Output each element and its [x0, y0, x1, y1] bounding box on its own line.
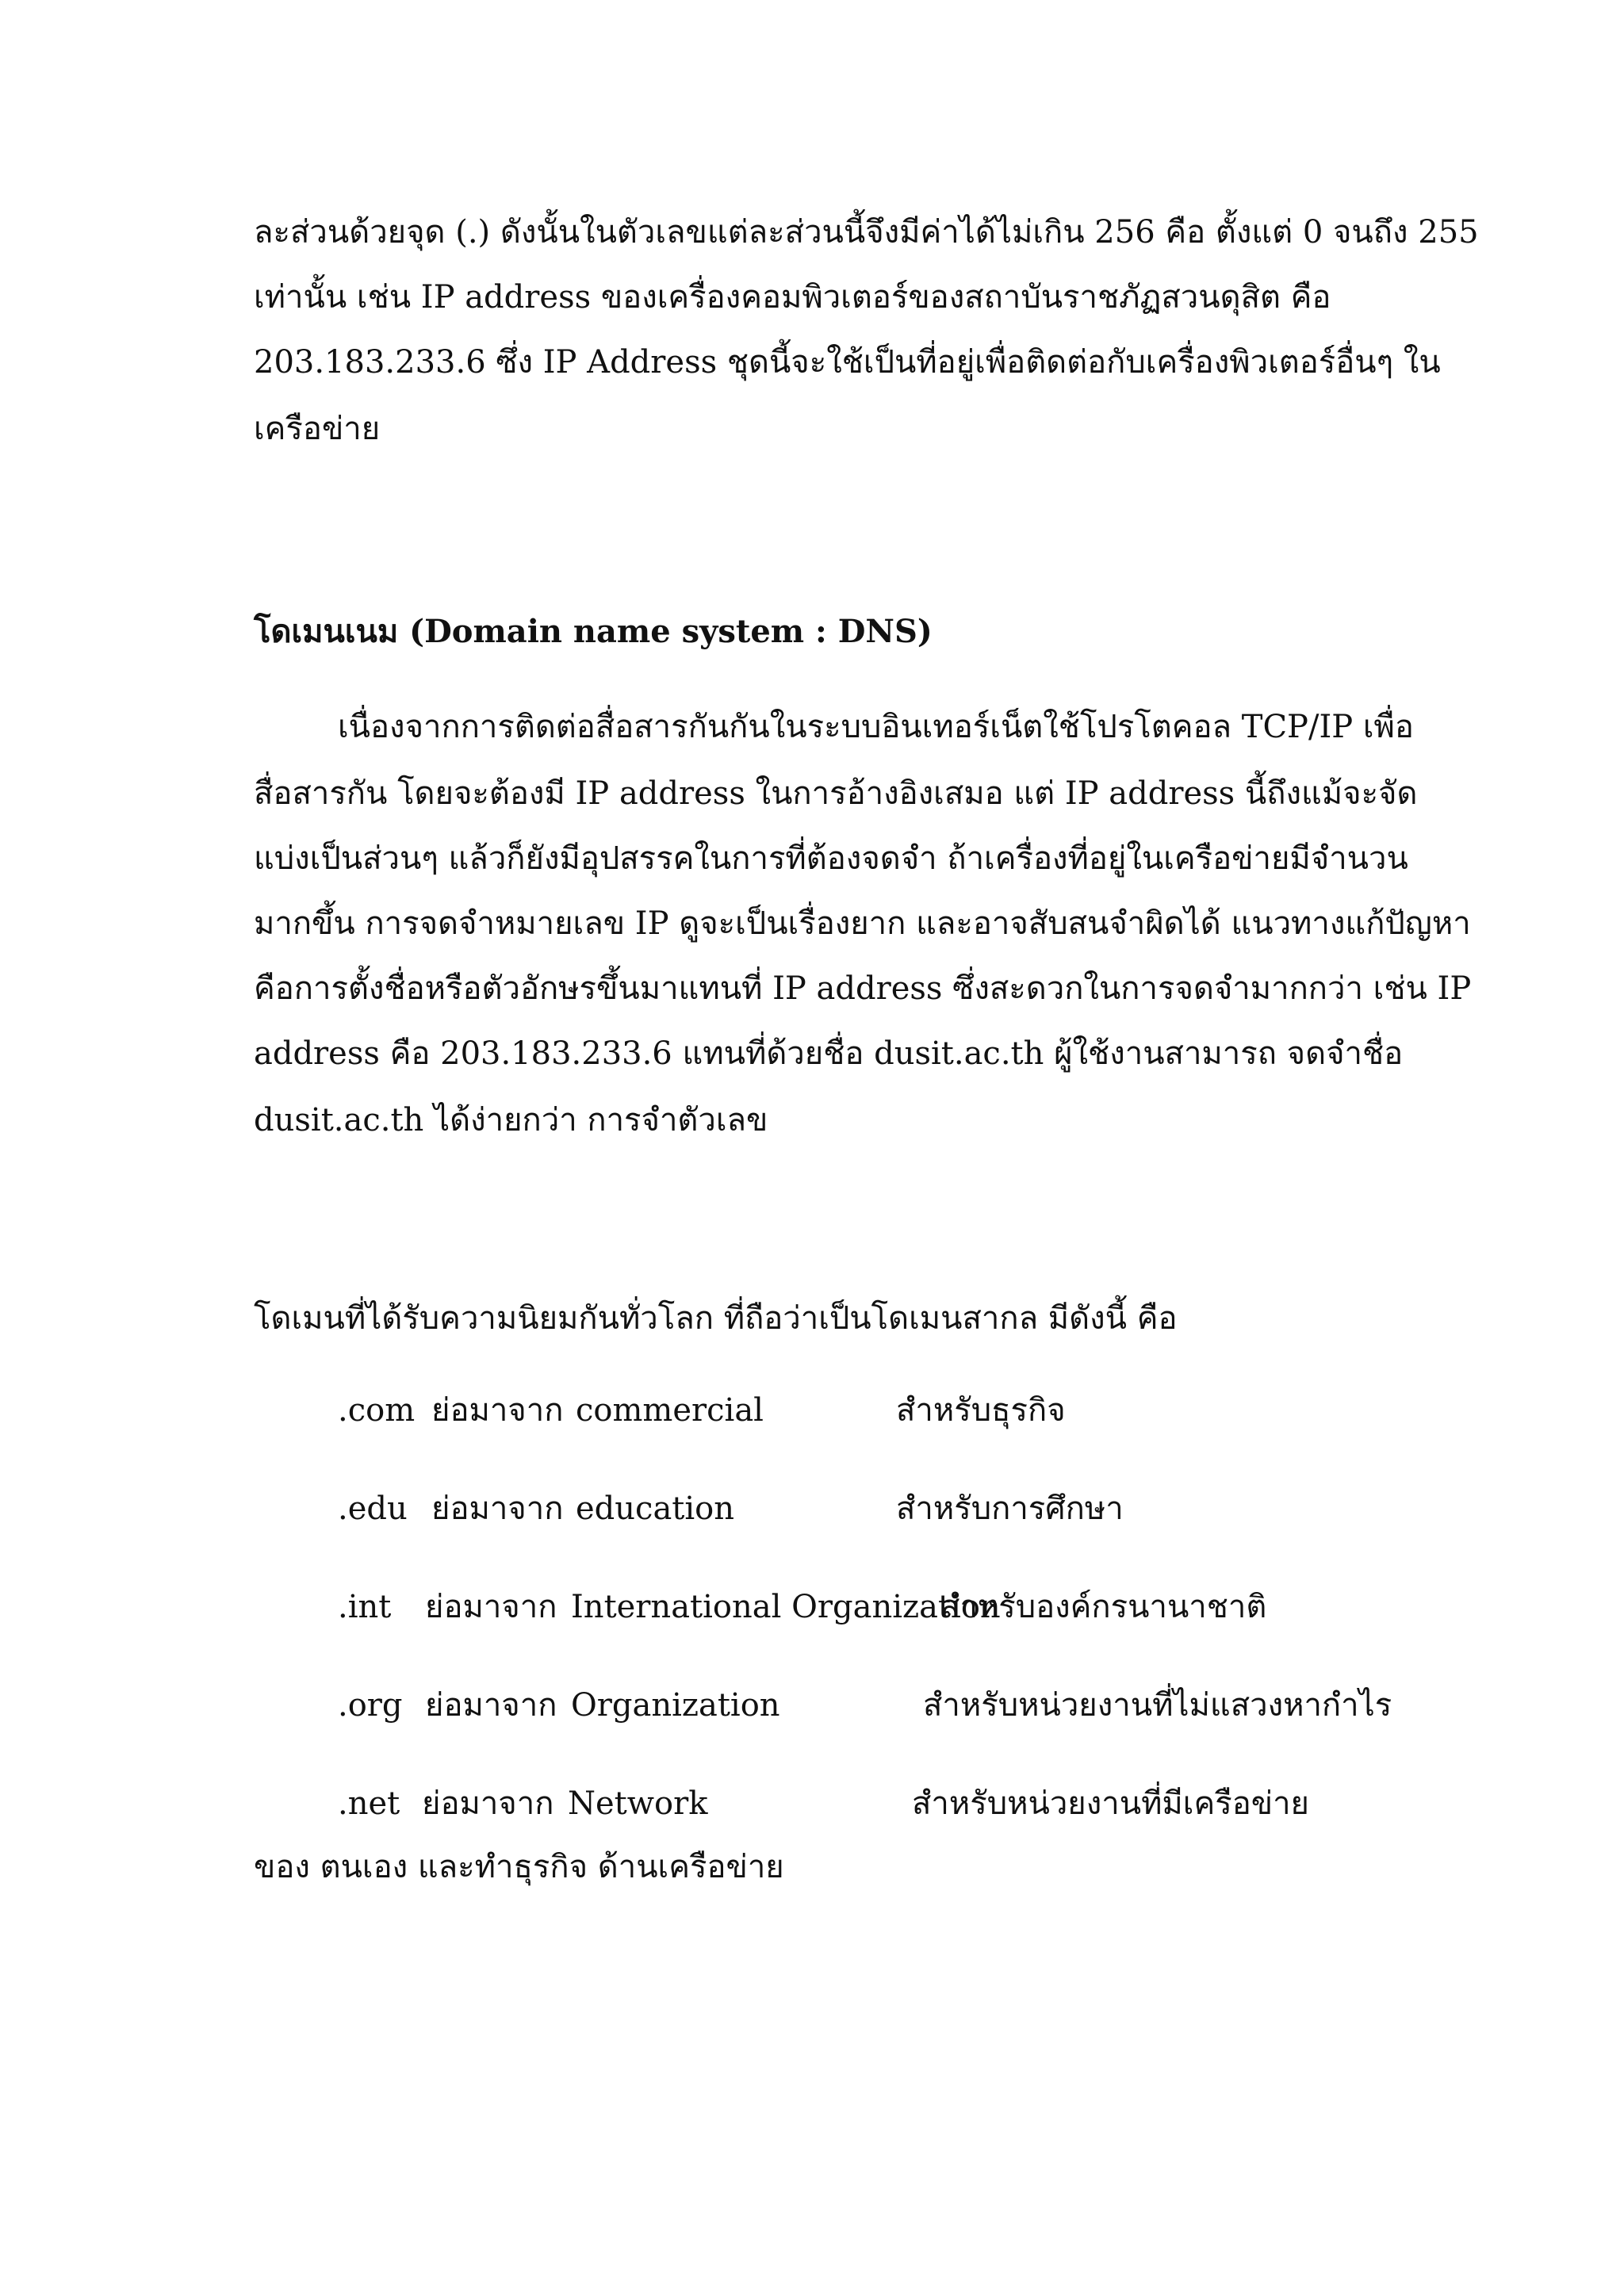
domain-purpose: สำหรับหน่วยงานที่มีเครือข่าย: [912, 1785, 1309, 1822]
intro-line-2: เท่านั้น เช่น IP address ของเครื่องคอมพิวเตอร์ของสถาบันราชภัฏสวนดุสิต คือ: [254, 279, 1331, 316]
intro-line-3: 203.183.233.6 ซึ่ง IP Address ชุดนี้จะใช้เป็นที่อยู่เพื่อติดต่อกับเครื่องพิวเตอร์อื่นๆ ใน: [254, 344, 1441, 381]
domain-ext: .org: [338, 1687, 403, 1724]
domain-ext: .int: [338, 1589, 392, 1625]
domain-purpose: สำหรับองค์กรนานาชาติ: [940, 1589, 1267, 1625]
intro-line-4: เครือข่าย: [254, 411, 381, 447]
domain-ext: .net: [338, 1785, 400, 1822]
dns-line-6: address คือ 203.183.233.6 แทนที่ด้วยชื่อ dusit.ac.th ผู้ใช้งานสามารถ จดจำชื่อ: [254, 1035, 1404, 1072]
domain-abbr-label: ย่อมาจาก: [431, 1490, 564, 1527]
dns-heading: โดเมนเนม (Domain name system : DNS): [254, 613, 933, 650]
domain-list-intro: โดเมนที่ได้รับความนิยมกันทั่วโลก ที่ถือว่าเป็นโดเมนสากล มีดังนี้ คือ: [254, 1300, 1178, 1337]
domain-word: commercial: [576, 1392, 764, 1429]
domain-abbr-label: ย่อมาจาก: [425, 1589, 557, 1625]
domain-ext: .edu: [338, 1490, 408, 1527]
dns-line-2: สื่อสารกัน โดยจะต้องมี IP address ในการอ้างอิงเสมอ แต่ IP address นี้ถึงแม้จะจัด: [254, 775, 1418, 812]
dns-line-7: dusit.ac.th ได้ง่ายกว่า การจำตัวเลข: [254, 1102, 768, 1138]
domain-word: Organization: [571, 1687, 780, 1724]
domain-purpose: สำหรับธุรกิจ: [896, 1392, 1066, 1429]
dns-line-4: มากขึ้น การจดจำหมายเลข IP ดูจะเป็นเรื่องยาก และอาจสับสนจำผิดได้ แนวทางแก้ปัญหา: [254, 905, 1471, 942]
dns-line-1: เนื่องจากการติดต่อสื่อสารกันกันในระบบอินเทอร์เน็ตใช้โปรโตคอล TCP/IP เพื่อ: [338, 709, 1414, 745]
domain-purpose: สำหรับหน่วยงานที่ไม่แสวงหากำไร: [923, 1687, 1392, 1724]
domain-word: Network: [568, 1785, 708, 1822]
intro-line-1: ละส่วนด้วยจุด (.) ดังนั้นในตัวเลขแต่ละส่วนนี้จึงมีค่าได้ไม่เกิน 256 คือ ตั้งแต่ 0 จนถึง 255: [254, 214, 1479, 251]
domain-abbr-label: ย่อมาจาก: [431, 1392, 564, 1429]
domain-purpose: สำหรับการศึกษา: [896, 1490, 1124, 1527]
dns-line-5: คือการตั้งชื่อหรือตัวอักษรขึ้นมาแทนที่ IP address ซึ่งสะดวกในการจดจำมากกว่า เช่น IP: [254, 970, 1472, 1007]
domain-abbr-label: ย่อมาจาก: [425, 1687, 557, 1724]
domain-ext: .com: [338, 1392, 416, 1429]
domain-word: International Organization: [571, 1589, 1001, 1625]
domain-net-continuation: ของ ตนเอง และทำธุรกิจ ด้านเครือข่าย: [254, 1849, 784, 1885]
dns-line-3: แบ่งเป็นส่วนๆ แล้วก็ยังมีอุปสรรคในการที่ต้องจดจำ ถ้าเครื่องที่อยู่ในเครือข่ายมีจำนวน: [254, 840, 1408, 877]
domain-word: education: [576, 1490, 734, 1527]
domain-abbr-label: ย่อมาจาก: [422, 1785, 554, 1822]
